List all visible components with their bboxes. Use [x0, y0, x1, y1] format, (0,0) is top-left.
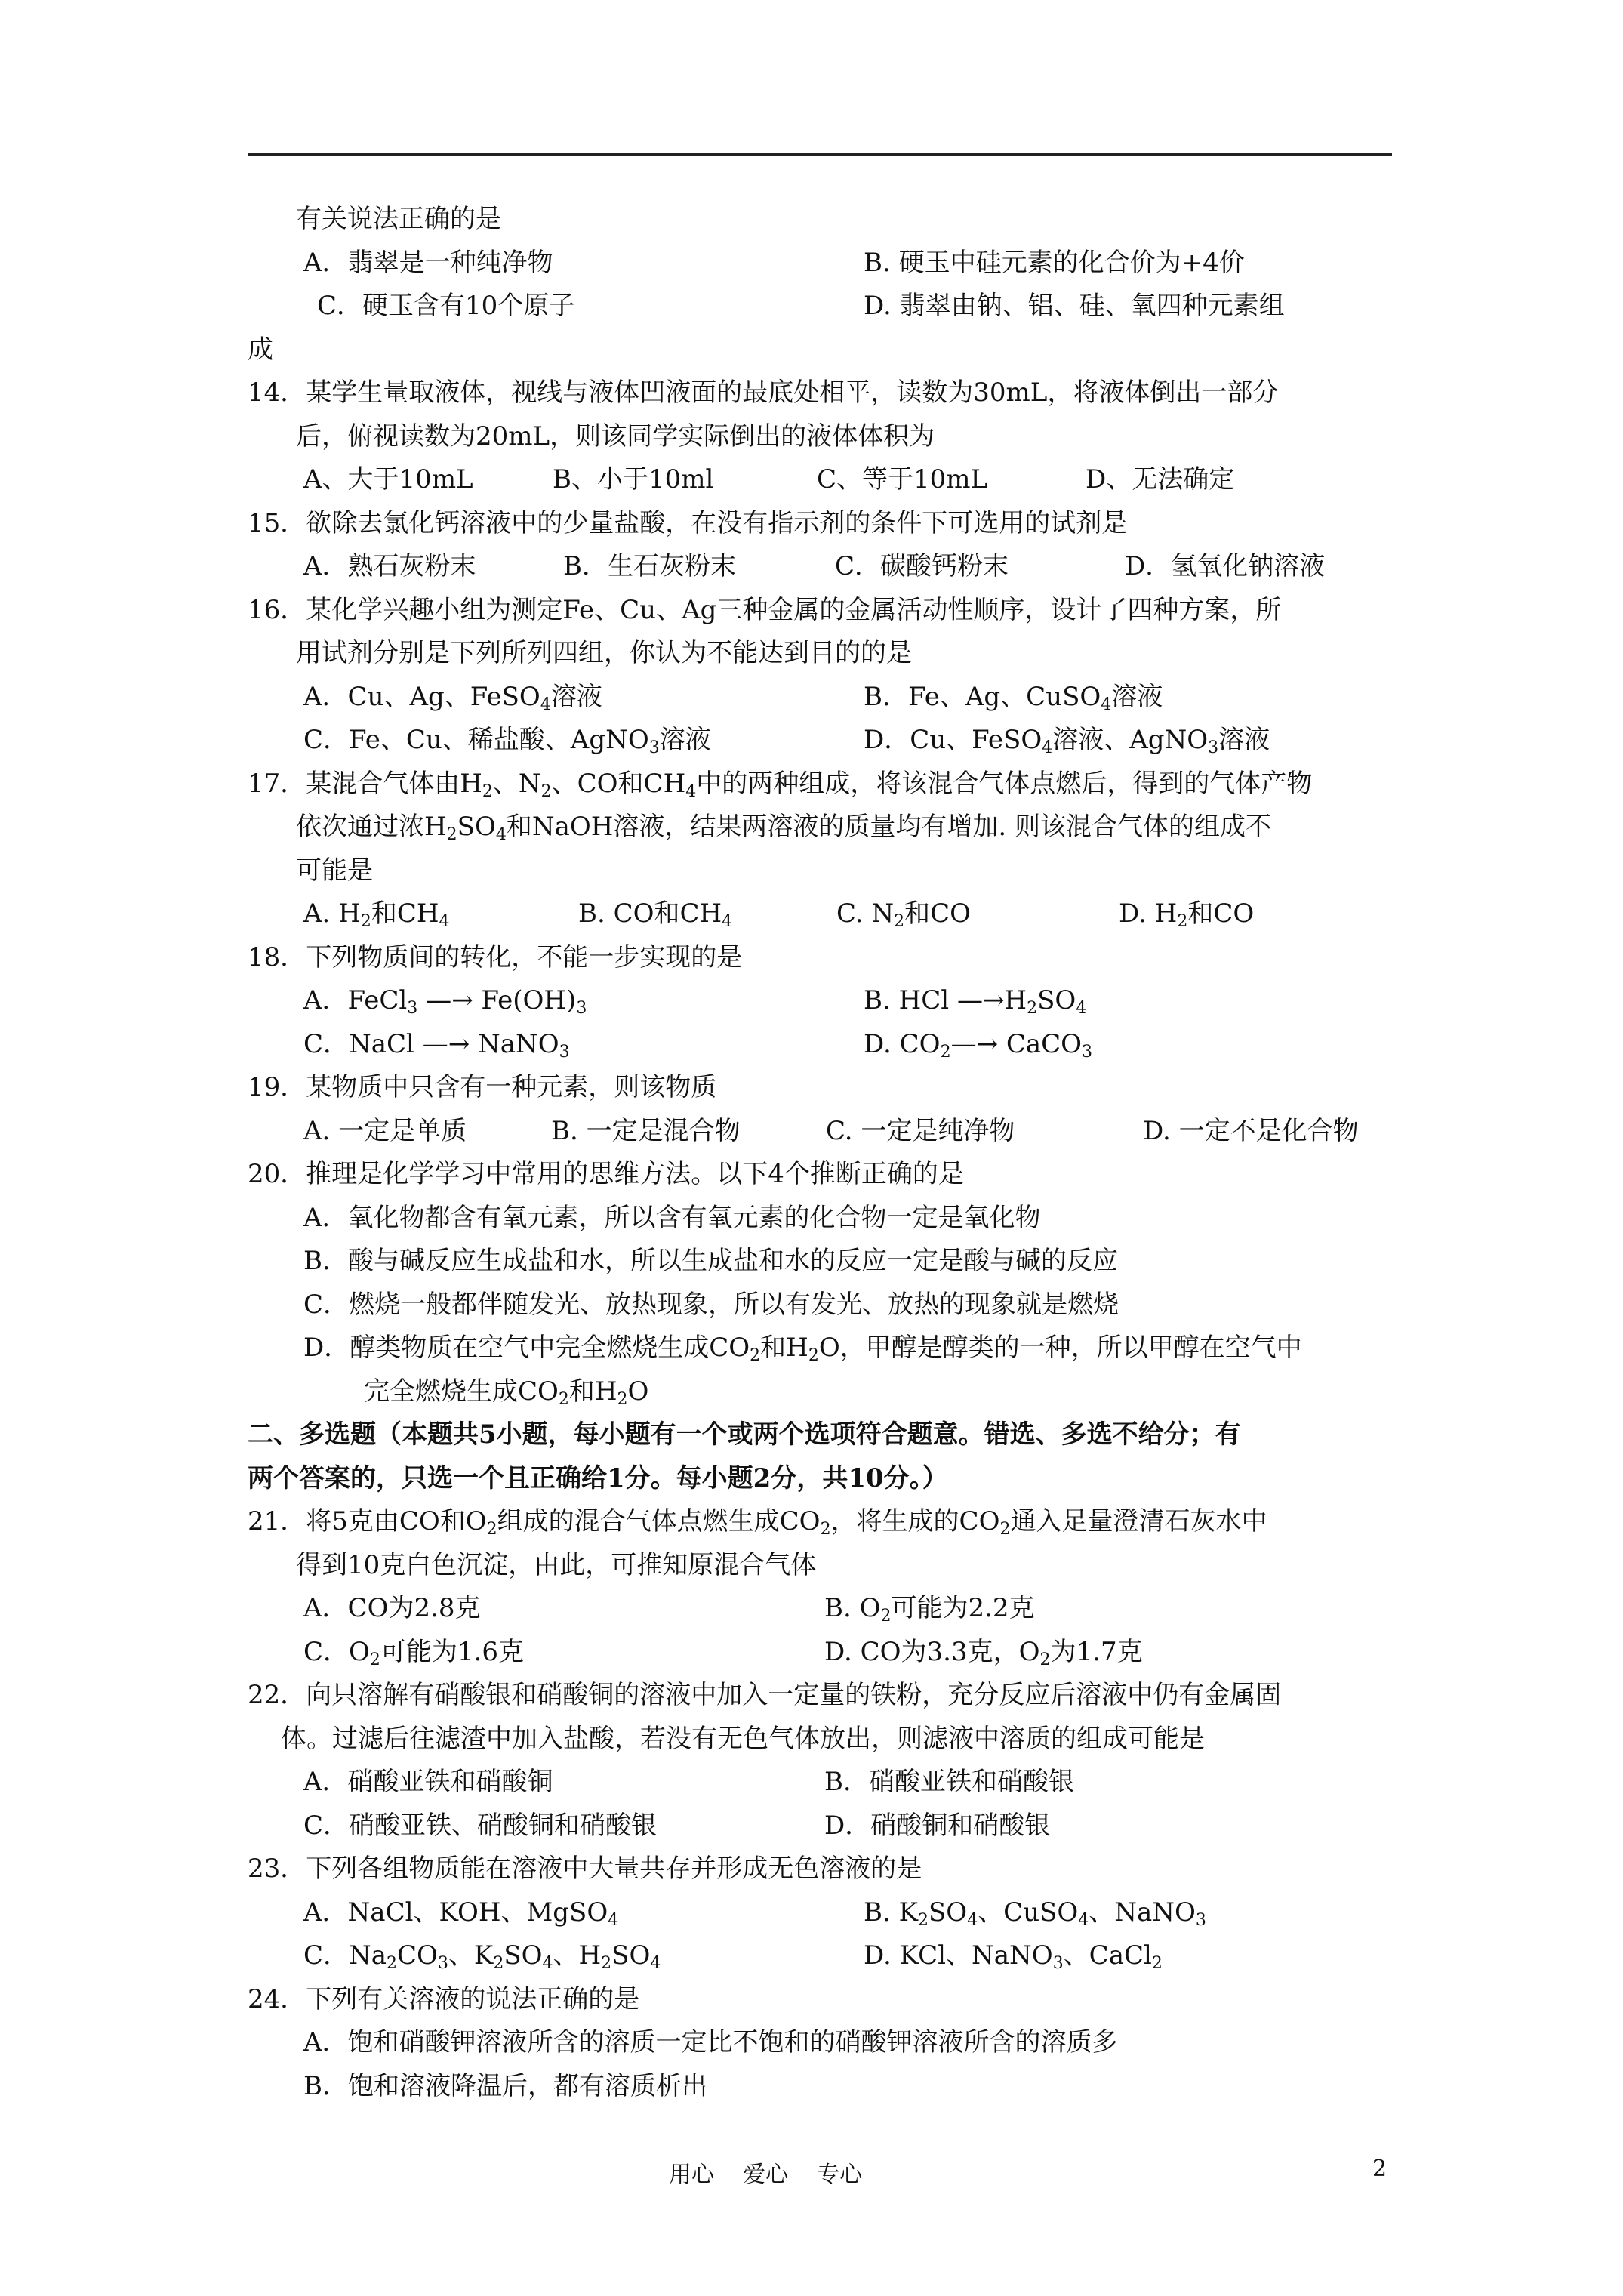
q22-options-ab — [248, 1761, 1392, 1804]
q15-line1: 15．欲除去氯化钙溶液中的少量盐酸，在没有指示剂的条件下可选用的试剂是 — [248, 507, 1128, 538]
q15-option-d: D．氢氧化钠溶液 — [1125, 551, 1326, 581]
q20-option-c: C．燃烧一般都伴随发光、放热现象，所以有发光、放热的现象就是燃烧 — [303, 1289, 1119, 1320]
q24-option-b: B．饱和溶液降温后，都有溶质析出 — [303, 2070, 707, 2101]
q22-line2: 体。过滤后往滤渣中加入盐酸，若没有无色气体放出，则滤液中溶质的组成可能是 — [281, 1723, 1205, 1754]
q21-options-cd — [248, 1631, 1392, 1675]
q22-option-b: B．硝酸亚铁和硝酸银 — [824, 1767, 1074, 1797]
q22-option-d: D．硝酸铜和硝酸银 — [824, 1810, 1051, 1841]
q19-option-c: C. 一定是纯净物 — [826, 1115, 1015, 1146]
q16-options-cd — [248, 719, 1392, 763]
q15-option-b: B．生石灰粉末 — [563, 551, 736, 581]
q22-option-c: C．硝酸亚铁、硝酸铜和硝酸银 — [303, 1810, 658, 1841]
section2-heading-line1: 二、多选题（本题共5小题，每小题有一个或两个选项符合题意。错选、多选不给分；有 — [248, 1419, 1241, 1450]
q14-option-c: C、等于10mL — [817, 464, 988, 495]
q20-option-d-cont: 完全燃烧生成$CO_2$和$H_2O$ — [364, 1376, 649, 1409]
q15-option-c: C．碳酸钙粉末 — [835, 551, 1009, 581]
q14-option-b: B、小于10ml — [553, 464, 714, 495]
q23-line1: 23．下列各组物质能在溶液中大量共存并形成无色溶液的是 — [248, 1854, 922, 1884]
q13-option-c: C．硬玉含有10个原子 — [317, 291, 575, 321]
q22-options-cd — [248, 1804, 1392, 1848]
q23-option-d: D. KCl、NaNO$_3$、CaCl$_2$ — [864, 1940, 1163, 1973]
q16-line2: 用试剂分别是下列所列四组，你认为不能达到目的的是 — [296, 638, 912, 668]
q13-option-d-cont: 成 — [248, 334, 273, 365]
q16-option-c: C．Fe、Cu、稀盐酸、AgNO$_3$溶液 — [303, 725, 711, 757]
q24-line1: 24．下列有关溶液的说法正确的是 — [248, 1983, 640, 2014]
q22-option-a: A．硝酸亚铁和硝酸铜 — [303, 1767, 553, 1797]
q21-option-c: C．$O_2$可能为1.6克 — [303, 1636, 524, 1669]
q18-option-b: B. HCl $—\to H_2SO_4$ — [864, 985, 1087, 1018]
q18-options-ab — [248, 979, 1392, 1023]
q16-line1: 16．某化学兴趣小组为测定Fe、Cu、Ag三种金属的金属活动性顺序，设计了四种方案，所 — [248, 594, 1282, 625]
q20-option-d: D．醇类物质在空气中完全燃烧生成$CO_2$和$H_2O$，甲醇是醇类的一种，所以甲醇在空气中 — [303, 1333, 1302, 1365]
q21-option-b: B. $O_2$可能为2.2克 — [824, 1593, 1035, 1626]
q17-line2: 依次通过浓$H_2SO_4$和NaOH溶液，结果两溶液的质量均有增加. 则该混合气体的组成不 — [296, 812, 1271, 844]
q20-line1: 20．推理是化学学习中常用的思维方法。以下4个推断正确的是 — [248, 1159, 964, 1189]
q13-option-b: B. 硬玉中硅元素的化合价为+4价 — [864, 247, 1245, 278]
q17-option-b: B. CO和$CH_4$ — [578, 898, 733, 931]
q15-option-a: A．熟石灰粉末 — [303, 551, 476, 581]
q16-option-b: B．Fe、Ag、CuSO$_4$溶液 — [864, 681, 1163, 714]
header-rule — [248, 153, 1392, 156]
q19-option-a: A. 一定是单质 — [303, 1115, 467, 1146]
section2-heading-line2: 两个答案的，只选一个且正确给1分。每小题2分，共10分。） — [248, 1462, 948, 1493]
q14-option-a: A、大于10mL — [303, 464, 473, 495]
q18-line1: 18．下列物质间的转化，不能一步实现的是 — [248, 942, 743, 972]
q17-option-c: C. $N_2$和CO — [836, 898, 972, 931]
q23-options-ab — [248, 1891, 1392, 1935]
q23-option-b: B. $K_2SO_4$、CuSO$_4$、NaNO$_3$ — [864, 1897, 1206, 1930]
q16-option-a: A．Cu、Ag、FeSO$_4$溶液 — [303, 681, 602, 714]
document-body — [248, 198, 1392, 2108]
q13-option-a: A．翡翠是一种纯净物 — [303, 247, 553, 278]
q20-option-a: A．氧化物都含有氧元素，所以含有氧元素的化合物一定是氧化物 — [303, 1202, 1041, 1233]
q23-option-a: A．NaCl、KOH、MgSO$_4$ — [303, 1897, 619, 1930]
q19-option-d: D. 一定不是化合物 — [1143, 1115, 1359, 1146]
q14-line2: 后，俯视读数为20mL，则该同学实际倒出的液体体积为 — [296, 421, 935, 451]
q19-option-b: B. 一定是混合物 — [551, 1115, 741, 1146]
q21-line2: 得到10克白色沉淀，由此，可推知原混合气体 — [296, 1549, 817, 1580]
q19-options — [248, 1110, 1392, 1154]
q14-options — [248, 458, 1392, 502]
q18-options-cd — [248, 1023, 1392, 1067]
q22-line1: 22．向只溶解有硝酸银和硝酸铜的溶液中加入一定量的铁粉，充分反应后溶液中仍有金属固 — [248, 1680, 1282, 1710]
q24-option-a: A．饱和硝酸钾溶液所含的溶质一定比不饱和的硝酸钾溶液所含的溶质多 — [303, 2027, 1118, 2057]
q16-option-d: D．Cu、FeSO$_4$溶液、AgNO$_3$溶液 — [864, 725, 1270, 757]
q17-line1: 17．某混合气体由$H_2$、$N_2$、CO和$CH_4$中的两种组成，将该混合气体点燃后，得到的气体产物 — [248, 768, 1313, 801]
q23-option-c: C．$Na_2CO_3$、$K_2SO_4$、$H_2SO_4$ — [303, 1940, 661, 1973]
q13-stem: 有关说法正确的是 — [296, 204, 501, 234]
q13-options-ab — [248, 242, 1392, 285]
q17-line3: 可能是 — [296, 855, 373, 886]
q14-option-d: D、无法确定 — [1086, 464, 1235, 495]
q20-option-b: B．酸与碱反应生成盐和水，所以生成盐和水的反应一定是酸与碱的反应 — [303, 1246, 1118, 1276]
q18-option-a: A．FeCl$_3$ —→ $Fe(OH)_3$ — [303, 985, 587, 1018]
q18-option-d: D. $CO_2—\to$ CaCO$_3$ — [864, 1028, 1093, 1062]
q18-option-c: C．NaCl —→ NaNO$_3$ — [303, 1028, 570, 1062]
q14-line1: 14．某学生量取液体，视线与液体凹液面的最底处相平，读数为30mL，将液体倒出一部分 — [248, 378, 1279, 408]
q21-option-a: A．CO为2.8克 — [303, 1593, 481, 1623]
q23-options-cd — [248, 1934, 1392, 1978]
q21-option-d: D. CO为3.3克，$O_2$为1.7克 — [824, 1636, 1143, 1669]
q17-option-a: A. $H_2$和$CH_4$ — [303, 898, 450, 931]
q16-options-ab — [248, 676, 1392, 720]
footer-motto: 用心 爱心 专心 — [669, 2162, 863, 2188]
q21-line1: 21．将5克由CO和$O_2$组成的混合气体点燃生成$CO_2$，将生成的$CO_2$通入足量澄清石灰水中 — [248, 1506, 1267, 1539]
q17-option-d: D. $H_2$和CO — [1119, 898, 1255, 931]
q17-options — [248, 892, 1392, 936]
q15-options — [248, 545, 1392, 589]
q19-line1: 19．某物质中只含有一种元素，则该物质 — [248, 1072, 717, 1102]
q13-options-cd — [248, 285, 1392, 328]
q13-option-d: D. 翡翠由钠、铝、硅、氧四种元素组 — [864, 291, 1285, 321]
q21-options-ab — [248, 1587, 1392, 1631]
page-number: 2 — [1372, 2156, 1387, 2182]
